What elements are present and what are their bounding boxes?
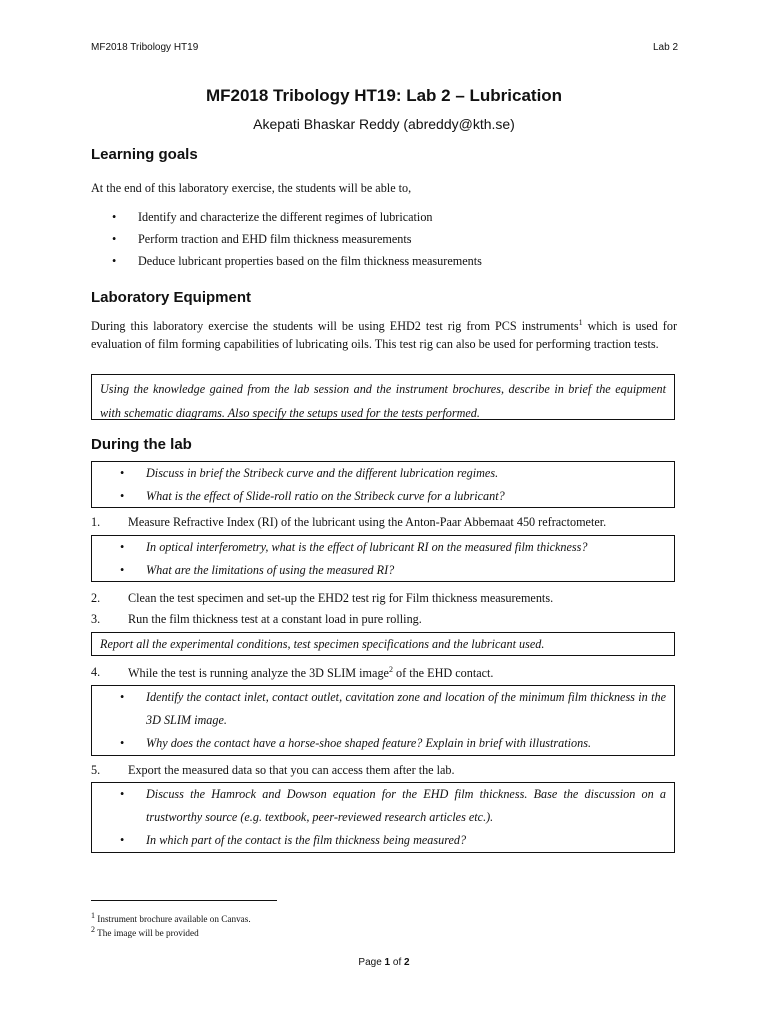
document-author: Akepati Bhaskar Reddy (abreddy@kth.se) [253, 116, 515, 132]
bullet-icon: • [120, 787, 125, 801]
list-item: • Deduce lubricant properties based on the film thickness measurements [112, 254, 482, 268]
bullet-icon: • [120, 489, 125, 503]
footnote-ref-2: 2 [388, 665, 393, 674]
running-header-title: MF2018 Tribology HT19 [91, 42, 199, 53]
running-header-lab: Lab 2 [653, 42, 679, 53]
list-item: • Perform traction and EHD film thickness measurements [112, 232, 412, 246]
bullet-icon: • [120, 466, 125, 480]
bullet-icon: • [120, 736, 125, 750]
task-box-film-thickness [91, 782, 675, 853]
learning-goals-list [112, 209, 482, 275]
list-item: • Discuss in brief the Stribeck curve and the different lubrication regimes. [92, 462, 674, 485]
heading-during-the-lab: During the lab [91, 436, 192, 453]
page-number: Page 1 of 2 [358, 957, 410, 968]
footnote-ref-1: 1 [578, 318, 583, 327]
heading-learning-goals: Learning goals [91, 146, 198, 163]
bullet-icon: • [120, 690, 125, 704]
list-item: • Why does the contact have a horse-shoe shaped feature? Explain in brief with illustrations. [92, 732, 674, 755]
list-item: • What are the limitations of using the measured RI? [92, 559, 674, 582]
document-title: MF2018 Tribology HT19: Lab 2 – Lubrication [205, 86, 563, 105]
task-box-report: Report all the experimental conditions, test specimen specifications and the lubricant used. [91, 632, 675, 656]
bullet-icon: • [112, 232, 117, 246]
footnote-2: $^2$ The image will be provided [91, 925, 199, 939]
task-box-refractive-index [91, 535, 675, 582]
bullet-icon: • [120, 540, 125, 554]
list-item: • In which part of the contact is the film thickness being measured? [92, 829, 674, 852]
list-item: • Identify and characterize the different regimes of lubrication [112, 210, 433, 224]
list-item: • In optical interferometry, what is the effect of lubricant RI on the measured film thickness? [92, 536, 674, 559]
bullet-icon: • [120, 833, 125, 847]
task-box-slim-image [91, 685, 675, 756]
task-box-equipment: Using the knowledge gained from the lab session and the instrument brochures, describe in brief the equipment with schematic diagrams. Also specify the setups used for the tests performed. [91, 374, 675, 420]
heading-laboratory-equipment: Laboratory Equipment [91, 289, 252, 306]
list-item: • Discuss the Hamrock and Dowson equation for the EHD film thickness. Base the discussion on a trustworthy source (e.g. textbook, peer-reviewed research articles etc.). [92, 783, 674, 829]
bullet-icon: • [112, 210, 117, 224]
footnote-divider [91, 900, 277, 901]
learning-goals-intro: At the end of this laboratory exercise, the students will be able to, [91, 181, 412, 195]
footnote-1: $^1$ Instrument brochure available on Canvas. [91, 911, 251, 925]
bullet-icon: • [112, 254, 117, 268]
equipment-paragraph: During this laboratory exercise the students will be using EHD2 test rig from PCS instruments$^1$ which is used for evaluation of film forming capabilities of lubricating oils. This test rig can also be used for performing traction tests. [91, 318, 678, 351]
task-box-stribeck [91, 461, 675, 508]
bullet-icon: • [120, 563, 125, 577]
list-item: • Identify the contact inlet, contact outlet, cavitation zone and location of the minimum film thickness in the 3D SLIM image. [92, 686, 674, 732]
list-item: • What is the effect of Slide-roll ratio on the Stribeck curve for a lubricant? [92, 485, 674, 508]
